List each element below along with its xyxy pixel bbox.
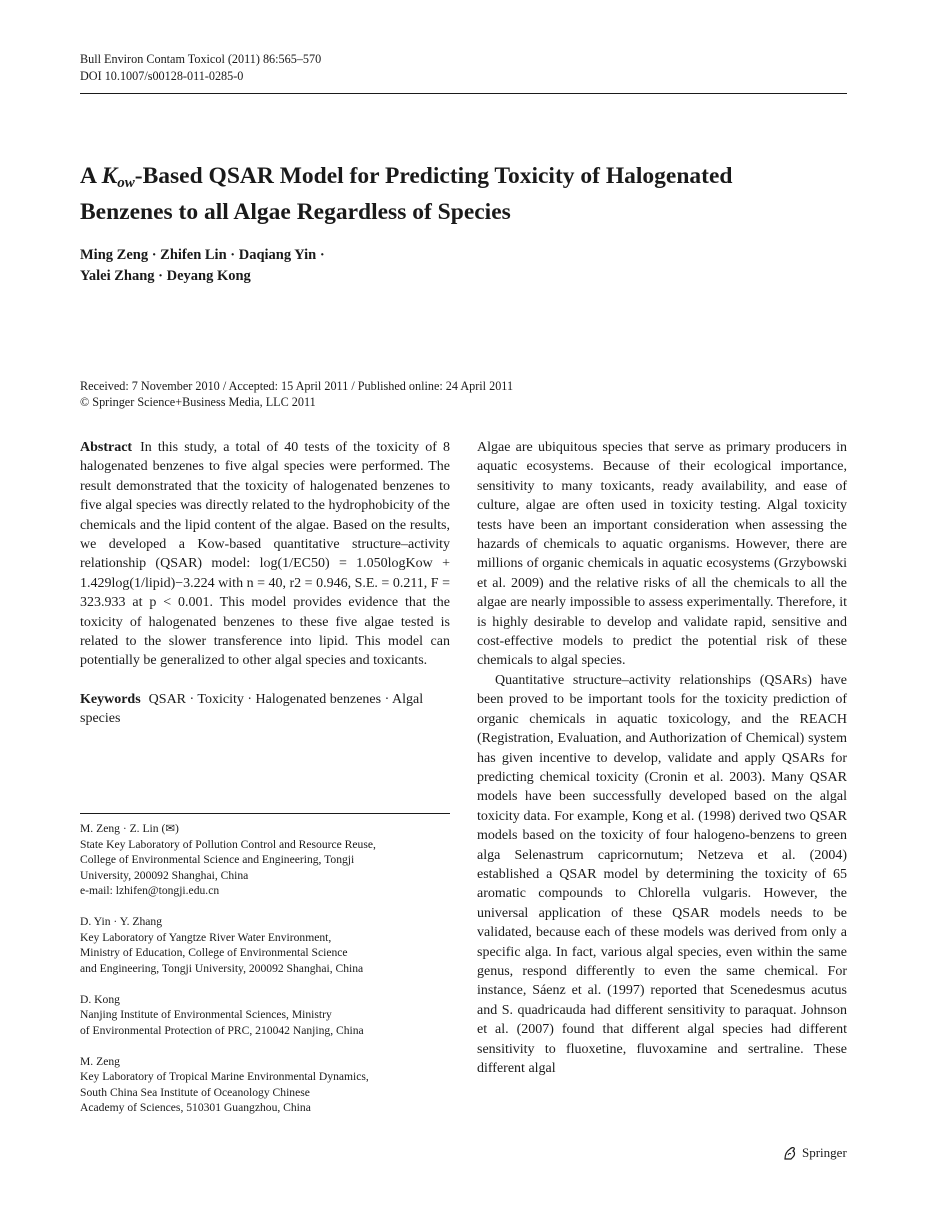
journal-citation: Bull Environ Contam Toxicol (2011) 86:565–570 <box>80 52 322 66</box>
affiliation-rule <box>80 813 450 814</box>
affiliation-block: M. Zeng Key Laboratory of Tropical Marine Environmental Dynamics, South China Sea Institute of Oceanology Chinese Academy of Sciences, 510301 Guangzhou, China <box>80 1054 369 1114</box>
affiliation-block: D. Kong Nanjing Institute of Environmental Sciences, Ministry of Environmental Protection of PRC, 210042 Nanjing, China <box>80 992 364 1037</box>
author-list: Ming Zeng · Zhifen Lin · Daqiang Yin · Yalei Zhang · Deyang Kong <box>80 247 325 284</box>
journal-header <box>80 51 321 85</box>
right-column <box>477 438 847 1078</box>
article-title: A $K_{ow}$-Based QSAR Model for Predicting Toxicity of Halogenated Benzenes to all Algae Regardless of Species <box>80 163 733 225</box>
keywords <box>80 690 450 729</box>
corresponding-email[interactable]: e-mail: lzhifen@tongji.edu.cn <box>80 884 220 897</box>
body-paragraph-2: Quantitative structure–activity relationships (QSARs) have been proved to be important tools for the toxicity prediction of organic chemicals in aquatic toxicology, and the REACH (Registration, Evaluation, and Authorization of Chemical) system has given incentive to develop, validate and apply QSARs for predicting chemical toxicity (Cronin et al. 2003). Many QSAR models have been successfully developed based on the algal toxicity data. For example, Kong et al. (1998) derived two QSAR models based on the toxicity of four halogeno-benzens to green alga Selenastrum capricornutum; Netzeva et al. (2004) established a QSAR model by determining the toxicity of 65 aromatic compounds to Chlorella vulgaris. However, the universal application of these QSAR models needs to be validated, because each of these models was derived from only a specific alga. In fact, various algal species, even within the same genus, respond differently to even the same chemical. For instance, Sáenz et al. (1997) reported that Scenedesmus acutus and S. quadricauda had different sensitivity to paraquat. Johnson et al. (2007) found that different algal species had different sensitivity to fluoxetine, fluvoxamine and sertraline. These different algal <box>477 672 847 1076</box>
left-column <box>80 438 450 729</box>
journal-doi[interactable]: DOI 10.1007/s00128-011-0285-0 <box>80 69 244 83</box>
publisher-logo <box>782 1145 847 1161</box>
springer-horse-icon <box>782 1145 798 1161</box>
body-paragraph-1: Algae are ubiquitous species that serve as primary producers in aquatic ecosystems. Because of their ecological importance, sensitivity to many toxicants, ready availability, and ease of culture, algae are often used in toxicity testing. Algal toxicity tests have been an important consideration when assessing the hazards of chemicals to aquatic organisms. However, there are millions of organic chemicals in aquatic ecosystems (Grzybowski et al. 2009) and the relative risks of all the chemicals to all the algae are nearly impossible to assess experimentally. Therefore, it is highly desirable to develop and validate rapid, sensitive and cost-effective models to predict the potential risk of these chemicals to algal species. <box>477 440 847 669</box>
keywords-text: QSAR · Toxicity · Halogenated benzenes · Algal species <box>80 691 424 727</box>
publication-dates: Received: 7 November 2010 / Accepted: 15 April 2011 / Published online: 24 April 2011 © Springer Science+Business Media, LLC 2011 <box>80 379 514 409</box>
header-rule <box>80 93 847 94</box>
affiliation-block: D. Yin · Y. Zhang Key Laboratory of Yangtze River Water Environment, Ministry of Education, College of Environmental Science and Engineering, Tongji University, 200092 Shanghai, China <box>80 915 364 975</box>
affiliations <box>80 821 460 1131</box>
abstract-label: Abstract <box>80 440 133 455</box>
affiliation-block: M. Zeng · Z. Lin (✉) State Key Laboratory of Pollution Control and Resource Reuse, College of Environmental Science and Engineering, Tongji University, 200092 Shanghai, China e-mail: lzhifen@tongji.edu.cn <box>80 821 460 899</box>
keywords-label: Keywords <box>80 691 141 707</box>
abstract <box>80 438 450 671</box>
publisher-name: Springer <box>802 1145 847 1160</box>
abstract-text: In this study, a total of 40 tests of the toxicity of 8 halogenated benzenes to five algal species were performed. The result demonstrated that the toxicity of halogenated benzenes to five algal species was directly related to the hydrophobicity of the chemicals and the lipid content of the algae. Based on the results, we developed a Kow-based quantitative structure–activity relationship (QSAR) model: log(1/EC50) = 1.050logKow + 1.429log(1/lipid)−3.224 with n = 40, r2 = 0.946, S.E. = 0.211, F = 323.933 at p < 0.001. This model provides evidence that the toxicity of halogenated benzenes to these five algae tested is related to the slower transference into lipid. This model can potentially be generalized to other algal species and toxicants. <box>80 440 450 669</box>
